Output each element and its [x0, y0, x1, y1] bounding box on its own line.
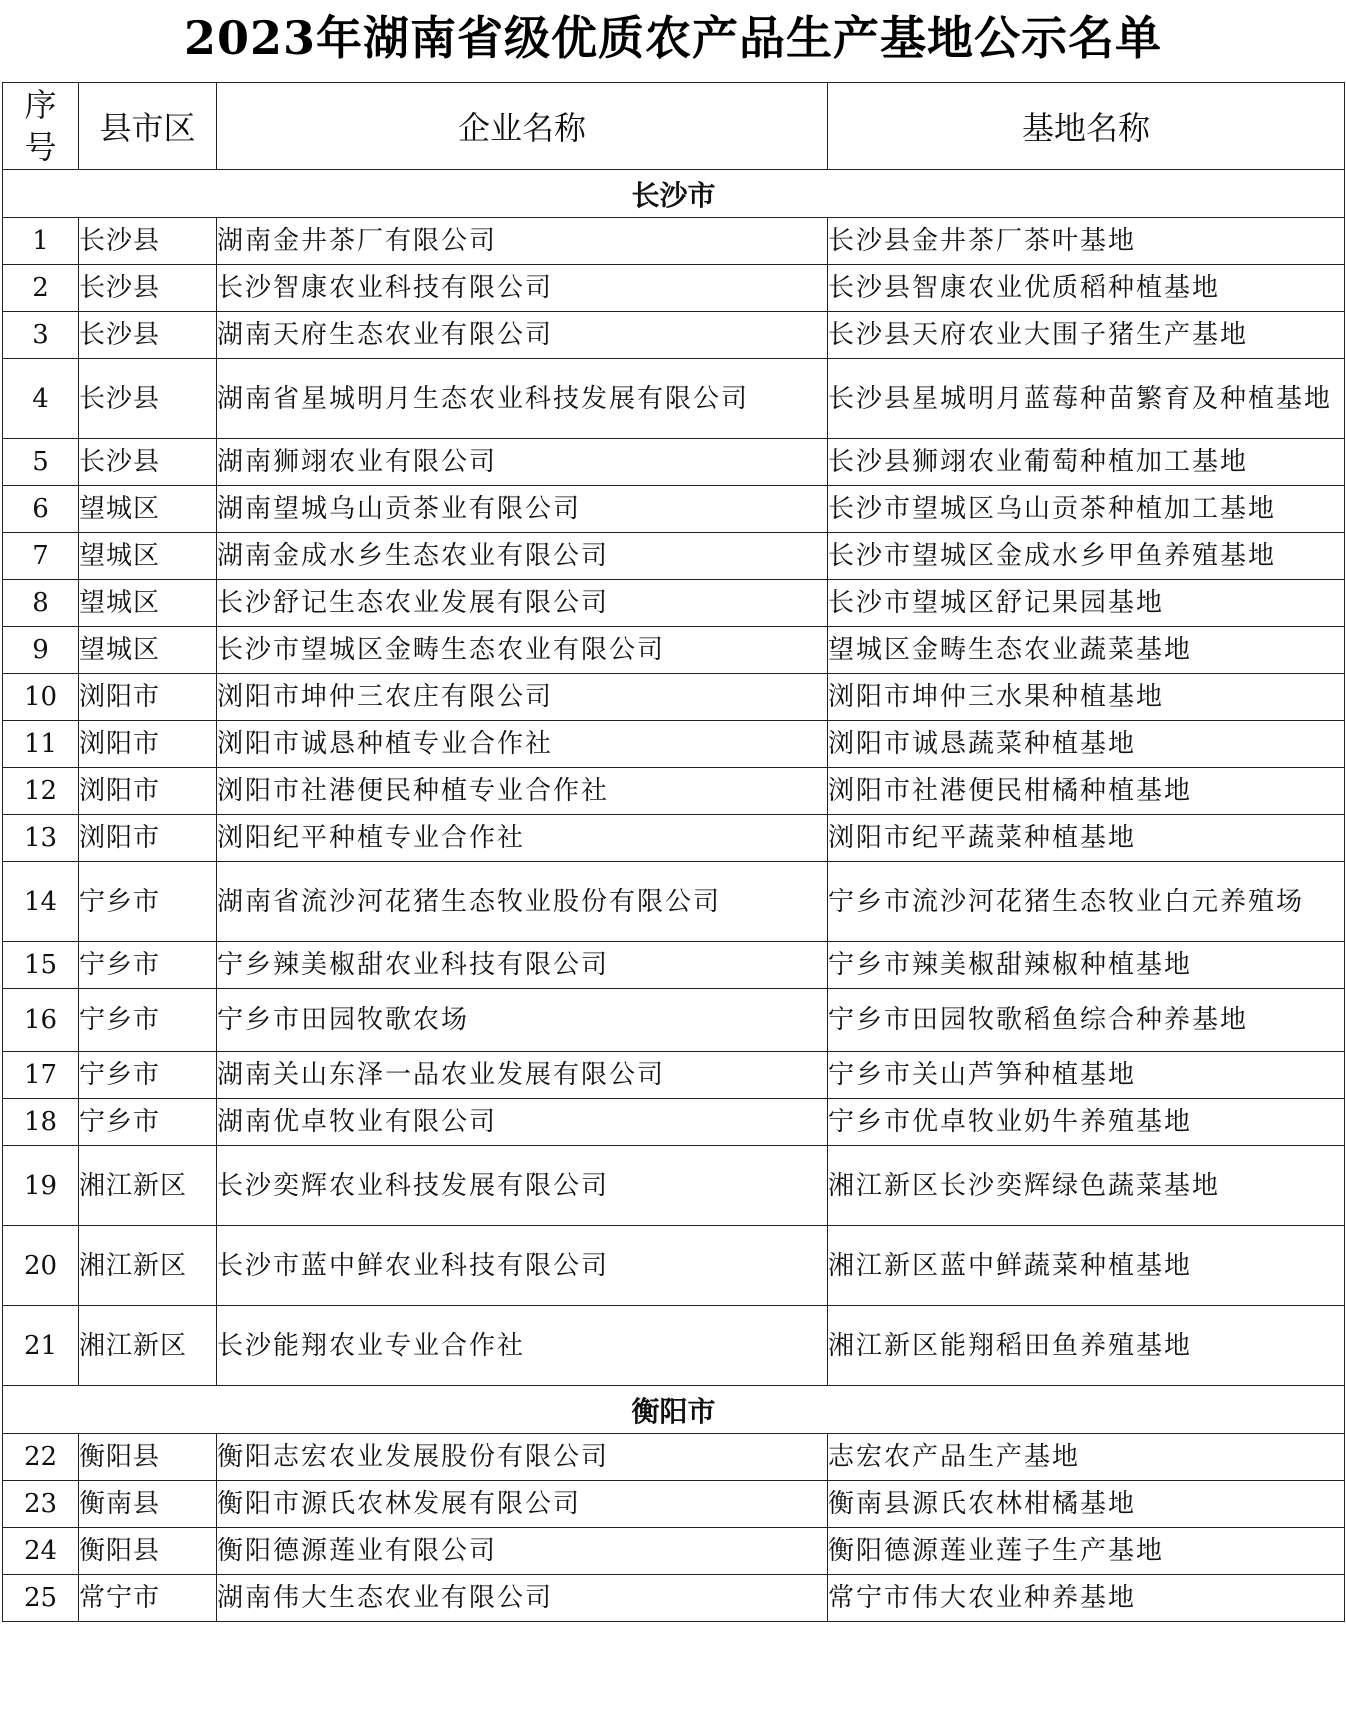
row-company-name: 宁乡辣美椒甜农业科技有限公司 — [217, 942, 828, 989]
table-row — [3, 721, 1345, 768]
row-serial-number: 19 — [3, 1146, 79, 1226]
row-serial-number: 6 — [3, 486, 79, 533]
header-base: 基地名称 — [828, 83, 1345, 170]
row-base-name: 湘江新区蓝中鲜蔬菜种植基地 — [828, 1226, 1345, 1306]
row-company-name: 湖南狮翊农业有限公司 — [217, 439, 828, 486]
row-district: 湘江新区 — [79, 1306, 217, 1386]
table-row — [3, 533, 1345, 580]
row-district: 宁乡市 — [79, 989, 217, 1052]
row-district: 衡南县 — [79, 1481, 217, 1528]
table-row — [3, 1575, 1345, 1622]
row-district: 浏阳市 — [79, 721, 217, 768]
row-base-name: 长沙县星城明月蓝莓种苗繁育及种植基地 — [828, 359, 1345, 439]
row-company-name: 长沙奕辉农业科技发展有限公司 — [217, 1146, 828, 1226]
row-base-name: 长沙县智康农业优质稻种植基地 — [828, 265, 1345, 312]
row-company-name: 宁乡市田园牧歌农场 — [217, 989, 828, 1052]
header-district: 县市区 — [79, 83, 217, 170]
row-base-name: 浏阳市坤仲三水果种植基地 — [828, 674, 1345, 721]
row-district: 浏阳市 — [79, 815, 217, 862]
table-row — [3, 862, 1345, 942]
row-company-name: 浏阳纪平种植专业合作社 — [217, 815, 828, 862]
row-serial-number: 16 — [3, 989, 79, 1052]
header-row — [3, 83, 1345, 170]
row-base-name: 衡阳德源莲业莲子生产基地 — [828, 1528, 1345, 1575]
row-district: 长沙县 — [79, 265, 217, 312]
table-row — [3, 1099, 1345, 1146]
row-company-name: 衡阳市源氏农林发展有限公司 — [217, 1481, 828, 1528]
row-serial-number: 12 — [3, 768, 79, 815]
table-row — [3, 1226, 1345, 1306]
row-serial-number: 14 — [3, 862, 79, 942]
row-district: 湘江新区 — [79, 1226, 217, 1306]
row-serial-number: 3 — [3, 312, 79, 359]
row-company-name: 湖南天府生态农业有限公司 — [217, 312, 828, 359]
row-base-name: 宁乡市流沙河花猪生态牧业白元养殖场 — [828, 862, 1345, 942]
row-company-name: 衡阳德源莲业有限公司 — [217, 1528, 828, 1575]
table-row — [3, 942, 1345, 989]
row-company-name: 湖南省星城明月生态农业科技发展有限公司 — [217, 359, 828, 439]
row-serial-number: 20 — [3, 1226, 79, 1306]
row-base-name: 宁乡市关山芦笋种植基地 — [828, 1052, 1345, 1099]
header-serial-line2: 号 — [24, 128, 57, 166]
row-base-name: 长沙市望城区舒记果园基地 — [828, 580, 1345, 627]
row-district: 浏阳市 — [79, 674, 217, 721]
row-district: 宁乡市 — [79, 1052, 217, 1099]
row-serial-number: 1 — [3, 218, 79, 265]
row-base-name: 浏阳市社港便民柑橘种植基地 — [828, 768, 1345, 815]
header-serial-number — [3, 83, 79, 170]
table-row — [3, 218, 1345, 265]
table-row — [3, 627, 1345, 674]
row-district: 望城区 — [79, 486, 217, 533]
row-serial-number: 25 — [3, 1575, 79, 1622]
row-serial-number: 23 — [3, 1481, 79, 1528]
row-district: 衡阳县 — [79, 1528, 217, 1575]
row-company-name: 长沙舒记生态农业发展有限公司 — [217, 580, 828, 627]
row-serial-number: 7 — [3, 533, 79, 580]
row-company-name: 长沙能翔农业专业合作社 — [217, 1306, 828, 1386]
row-company-name: 浏阳市社港便民种植专业合作社 — [217, 768, 828, 815]
row-company-name: 长沙市蓝中鲜农业科技有限公司 — [217, 1226, 828, 1306]
row-serial-number: 13 — [3, 815, 79, 862]
row-district: 湘江新区 — [79, 1146, 217, 1226]
table-row — [3, 265, 1345, 312]
row-serial-number: 11 — [3, 721, 79, 768]
row-district: 宁乡市 — [79, 942, 217, 989]
row-serial-number: 2 — [3, 265, 79, 312]
row-base-name: 湘江新区长沙奕辉绿色蔬菜基地 — [828, 1146, 1345, 1226]
table-row — [3, 580, 1345, 627]
row-serial-number: 10 — [3, 674, 79, 721]
table-row — [3, 1146, 1345, 1226]
row-serial-number: 9 — [3, 627, 79, 674]
row-company-name: 湖南优卓牧业有限公司 — [217, 1099, 828, 1146]
table-row — [3, 674, 1345, 721]
row-base-name: 衡南县源氏农林柑橘基地 — [828, 1481, 1345, 1528]
table-row — [3, 768, 1345, 815]
header-serial-line1: 序 — [24, 86, 57, 124]
section-row — [3, 1386, 1345, 1434]
table-row — [3, 312, 1345, 359]
row-district: 常宁市 — [79, 1575, 217, 1622]
row-serial-number: 24 — [3, 1528, 79, 1575]
row-base-name: 长沙市望城区乌山贡茶种植加工基地 — [828, 486, 1345, 533]
row-district: 望城区 — [79, 533, 217, 580]
row-base-name: 浏阳市诚恳蔬菜种植基地 — [828, 721, 1345, 768]
section-city-name: 衡阳市 — [3, 1386, 1345, 1434]
row-company-name: 衡阳志宏农业发展股份有限公司 — [217, 1434, 828, 1481]
section-city-name: 长沙市 — [3, 170, 1345, 218]
row-company-name: 湖南金成水乡生态农业有限公司 — [217, 533, 828, 580]
table-row — [3, 1528, 1345, 1575]
table-row — [3, 1481, 1345, 1528]
row-serial-number: 22 — [3, 1434, 79, 1481]
row-base-name: 浏阳市纪平蔬菜种植基地 — [828, 815, 1345, 862]
row-company-name: 长沙市望城区金畴生态农业有限公司 — [217, 627, 828, 674]
table-row — [3, 1306, 1345, 1386]
table-row — [3, 486, 1345, 533]
row-base-name: 望城区金畴生态农业蔬菜基地 — [828, 627, 1345, 674]
row-company-name: 长沙智康农业科技有限公司 — [217, 265, 828, 312]
row-base-name: 长沙县金井茶厂茶叶基地 — [828, 218, 1345, 265]
roster-table — [2, 82, 1345, 1622]
row-company-name: 湖南金井茶厂有限公司 — [217, 218, 828, 265]
table-row — [3, 439, 1345, 486]
row-base-name: 湘江新区能翔稻田鱼养殖基地 — [828, 1306, 1345, 1386]
row-district: 长沙县 — [79, 312, 217, 359]
section-row — [3, 170, 1345, 218]
table-body — [3, 170, 1345, 1622]
row-base-name: 长沙县狮翊农业葡萄种植加工基地 — [828, 439, 1345, 486]
table-row — [3, 359, 1345, 439]
row-district: 望城区 — [79, 627, 217, 674]
row-serial-number: 5 — [3, 439, 79, 486]
row-company-name: 湖南省流沙河花猪生态牧业股份有限公司 — [217, 862, 828, 942]
row-serial-number: 17 — [3, 1052, 79, 1099]
row-serial-number: 18 — [3, 1099, 79, 1146]
row-company-name: 湖南伟大生态农业有限公司 — [217, 1575, 828, 1622]
row-district: 宁乡市 — [79, 1099, 217, 1146]
row-district: 长沙县 — [79, 439, 217, 486]
row-company-name: 湖南关山东泽一品农业发展有限公司 — [217, 1052, 828, 1099]
row-company-name: 湖南望城乌山贡茶业有限公司 — [217, 486, 828, 533]
header-company: 企业名称 — [217, 83, 828, 170]
row-serial-number: 15 — [3, 942, 79, 989]
row-base-name: 宁乡市优卓牧业奶牛养殖基地 — [828, 1099, 1345, 1146]
row-base-name: 宁乡市田园牧歌稻鱼综合种养基地 — [828, 989, 1345, 1052]
row-company-name: 浏阳市坤仲三农庄有限公司 — [217, 674, 828, 721]
table-row — [3, 1052, 1345, 1099]
row-base-name: 长沙县天府农业大围子猪生产基地 — [828, 312, 1345, 359]
row-serial-number: 8 — [3, 580, 79, 627]
table-row — [3, 989, 1345, 1052]
row-district: 浏阳市 — [79, 768, 217, 815]
row-district: 长沙县 — [79, 218, 217, 265]
row-district: 宁乡市 — [79, 862, 217, 942]
row-base-name: 长沙市望城区金成水乡甲鱼养殖基地 — [828, 533, 1345, 580]
document-title: 2023年湖南省级优质农产品生产基地公示名单 — [183, 11, 1163, 65]
row-district: 长沙县 — [79, 359, 217, 439]
row-serial-number: 21 — [3, 1306, 79, 1386]
row-company-name: 浏阳市诚恳种植专业合作社 — [217, 721, 828, 768]
row-base-name: 志宏农产品生产基地 — [828, 1434, 1345, 1481]
row-base-name: 常宁市伟大农业种养基地 — [828, 1575, 1345, 1622]
row-serial-number: 4 — [3, 359, 79, 439]
row-base-name: 宁乡市辣美椒甜辣椒种植基地 — [828, 942, 1345, 989]
table-row — [3, 1434, 1345, 1481]
row-district: 衡阳县 — [79, 1434, 217, 1481]
row-district: 望城区 — [79, 580, 217, 627]
table-row — [3, 815, 1345, 862]
